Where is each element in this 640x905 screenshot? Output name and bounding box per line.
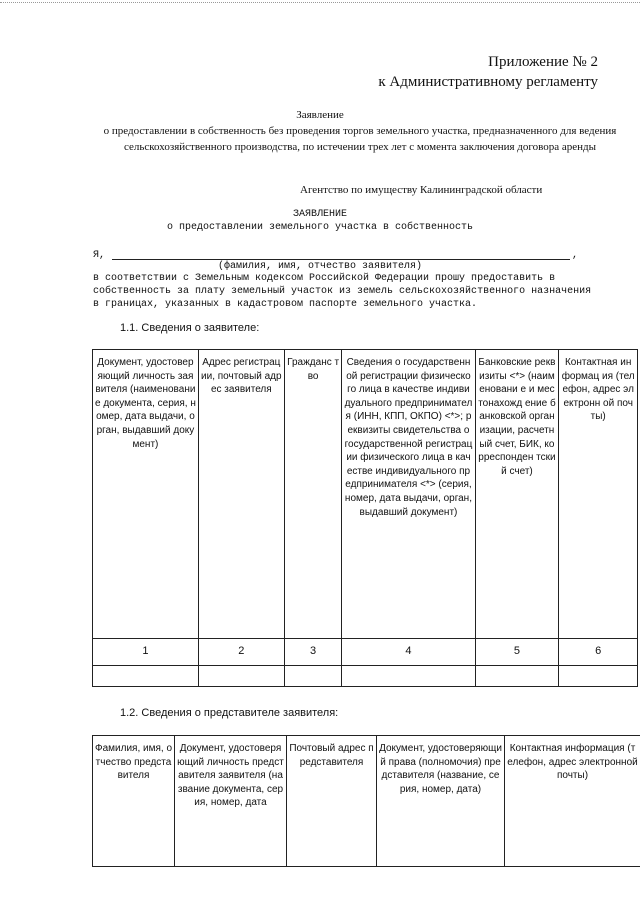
input-cell[interactable] bbox=[198, 665, 284, 686]
appendix-reference: к Административному регламенту bbox=[378, 74, 598, 90]
header-bank-details: Банковские реквизиты <*> (наименовани е и местонахожд ение банковской организации, расчетный счет, БИК, корреспонден тский счет) bbox=[475, 350, 559, 639]
column-number: 5 bbox=[475, 639, 559, 666]
column-number: 3 bbox=[284, 639, 342, 666]
representative-table bbox=[92, 735, 640, 867]
header-contact-info: Контактная информац ия (телефон, адрес электронн ой почты) bbox=[559, 350, 638, 639]
agency-name: Агентство по имуществу Калининградской области bbox=[300, 184, 543, 196]
input-cell[interactable] bbox=[284, 665, 342, 686]
form-subheading: о предоставлении земельного участка в собственность bbox=[166, 222, 474, 233]
header-representative-contact: Контактная информация (телефон, адрес электронной почты) bbox=[505, 736, 640, 867]
header-representative-identity: Документ, удостоверяющий личность представителя заявителя (название документа, серия, номер, дата bbox=[175, 736, 287, 867]
header-authority-document: Документ, удостоверяющий права (полномочия) представителя (название, серия, номер, дата) bbox=[377, 736, 505, 867]
application-heading: Заявление bbox=[296, 109, 344, 121]
header-representative-name: Фамилия, имя, отчество представителя bbox=[93, 736, 175, 867]
column-number: 4 bbox=[342, 639, 475, 666]
column-number: 1 bbox=[93, 639, 199, 666]
header-registration-info: Сведения о государственной регистрации физического лица в качестве индивидуального предпринимателя (ИНН, КПП, ОКПО) <*>; реквизиты свидетельства о государственной регистрации физического лица в качестве индивидуального предпринимателя <*> (серия, номер, дата выдачи, орган, выдавший документ) bbox=[342, 350, 475, 639]
ya-label: Я, bbox=[93, 250, 106, 261]
appendix-number: Приложение № 2 bbox=[488, 54, 598, 70]
header-identity-document: Документ, удостоверяющий личность заявителя (наименование документа, серия, номер, дата выдачи, орган, выдавший документ) bbox=[93, 350, 199, 639]
section-representative-title: 1.2. Сведения о представителе заявителя: bbox=[120, 707, 339, 719]
input-cell[interactable] bbox=[93, 665, 199, 686]
header-citizenship: Гражданс тво bbox=[284, 350, 342, 639]
column-number: 2 bbox=[198, 639, 284, 666]
ya-comma: , bbox=[572, 250, 579, 261]
fio-hint: (фамилия, имя, отчество заявителя) bbox=[217, 261, 423, 272]
request-paragraph: в соответствии с Земельным кодексом Российской Федерации прошу предоставить в собственность за плату земельный участок из земель сельскохозяйственного назначения в границах, указанных в кадастровом паспорте земельного участка. bbox=[93, 273, 592, 310]
applicant-name-field[interactable] bbox=[112, 259, 570, 260]
top-edge-line bbox=[0, 2, 640, 3]
form-heading: ЗАЯВЛЕНИЕ bbox=[292, 209, 347, 220]
applicant-table bbox=[92, 349, 638, 687]
table-header-row bbox=[93, 736, 640, 867]
input-cell[interactable] bbox=[475, 665, 559, 686]
table-input-row bbox=[93, 665, 638, 686]
table-header-row bbox=[93, 350, 638, 639]
header-address: Адрес регистрации, почтовый адрес заявителя bbox=[198, 350, 284, 639]
application-subtitle: о предоставлении в собственность без проведения торгов земельного участка, предназначенного для ведения сельскохозяйственного производства, по истечении трех лет с момента заключения договора аренды bbox=[103, 125, 617, 153]
header-representative-address: Почтовый адрес представителя bbox=[287, 736, 377, 867]
column-number: 6 bbox=[559, 639, 638, 666]
table-number-row bbox=[93, 639, 638, 666]
input-cell[interactable] bbox=[559, 665, 638, 686]
section-applicant-title: 1.1. Сведения о заявителе: bbox=[120, 322, 260, 334]
input-cell[interactable] bbox=[342, 665, 475, 686]
